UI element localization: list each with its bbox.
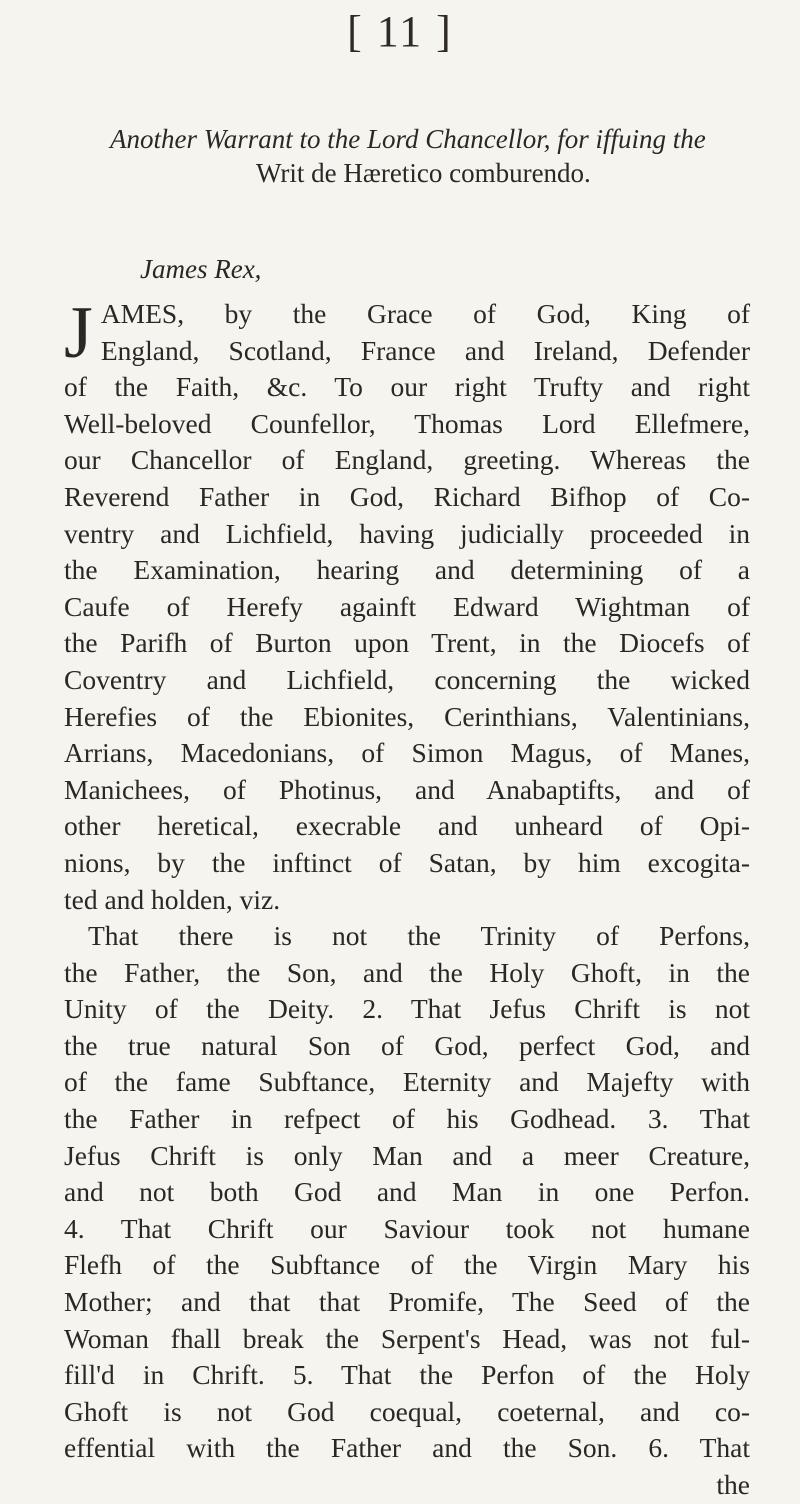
text-line: England, Scotland, France and Ireland, Defender: [100, 334, 750, 366]
text-line: That there is not the Trinity of Perfons,: [88, 920, 750, 952]
text-line: Flefh of the Subftance of the Virgin Mary his: [64, 1249, 750, 1281]
catchword: the: [716, 1469, 750, 1500]
text-line: the true natural Son of God, perfect God, and: [64, 1029, 750, 1061]
text-line: Jefus Chrift is only Man and a meer Creature,: [64, 1139, 750, 1171]
text-line: the Parifh of Burton upon Trent, in the Diocefs of: [64, 627, 750, 659]
text-line: Reverend Father in God, Richard Bifhop of Co-: [64, 480, 750, 512]
text-line: of the fame Subftance, Eternity and Majefty with: [64, 1066, 750, 1098]
text-line: other heretical, execrable and unheard of Opi-: [64, 810, 750, 842]
text-line: the Father, the Son, and the Holy Ghoft, in the: [64, 956, 750, 988]
text-line: fill'd in Chrift. 5. That the Perfon of the Holy: [64, 1359, 750, 1391]
text-line: ted and holden, viz.: [64, 883, 281, 915]
heading-line-2: Writ de Hæretico comburendo.: [256, 158, 591, 188]
salutation: James Rex,: [140, 254, 262, 284]
text-line: our Chancellor of England, greeting. Whereas the: [64, 444, 750, 476]
heading-line-1: Another Warrant to the Lord Chancellor, for iffuing the: [110, 124, 706, 154]
text-line: Manichees, of Photinus, and Anabaptifts, and of: [64, 773, 750, 805]
section-heading: [110, 122, 750, 190]
text-line: of the Faith, &c. To our right Trufty and right: [64, 371, 750, 403]
text-line: AMES, by the Grace of God, King of: [100, 298, 750, 329]
text-line: and not both God and Man in one Perfon.: [64, 1176, 750, 1208]
drop-cap: J: [64, 292, 93, 374]
text-line: Caufe of Herefy againft Edward Wightman of: [64, 590, 750, 622]
text-line: Ghoft is not God coequal, coeternal, and co-: [64, 1395, 750, 1427]
text-line: the Examination, hearing and determining of a: [64, 554, 750, 586]
warrant-body: [64, 292, 750, 1504]
text-line: 4. That Chrift our Saviour took not humane: [64, 1212, 750, 1244]
text-line: Unity of the Deity. 2. That Jefus Chrift is not: [64, 993, 750, 1025]
text-line: nions, by the inftinct of Satan, by him excogita-: [64, 846, 750, 878]
text-line: Well-beloved Counfellor, Thomas Lord Ellefmere,: [64, 407, 750, 439]
text-line: effential with the Father and the Son. 6. That: [64, 1432, 750, 1464]
text-line: Arrians, Macedonians, of Simon Magus, of Manes,: [64, 737, 750, 769]
page-number: [ 11 ]: [347, 7, 453, 56]
text-line: the Father in refpect of his Godhead. 3. That: [64, 1103, 750, 1135]
text-line: Woman fhall break the Serpent's Head, was not ful-: [64, 1322, 750, 1354]
text-line: Coventry and Lichfield, concerning the wicked: [64, 663, 750, 695]
text-line: Herefies of the Ebionites, Cerinthians, Valentinians,: [64, 700, 750, 732]
text-line: ventry and Lichfield, having judicially proceeded in: [64, 517, 750, 549]
text-line: Mother; and that that Promife, The Seed of the: [64, 1286, 750, 1318]
